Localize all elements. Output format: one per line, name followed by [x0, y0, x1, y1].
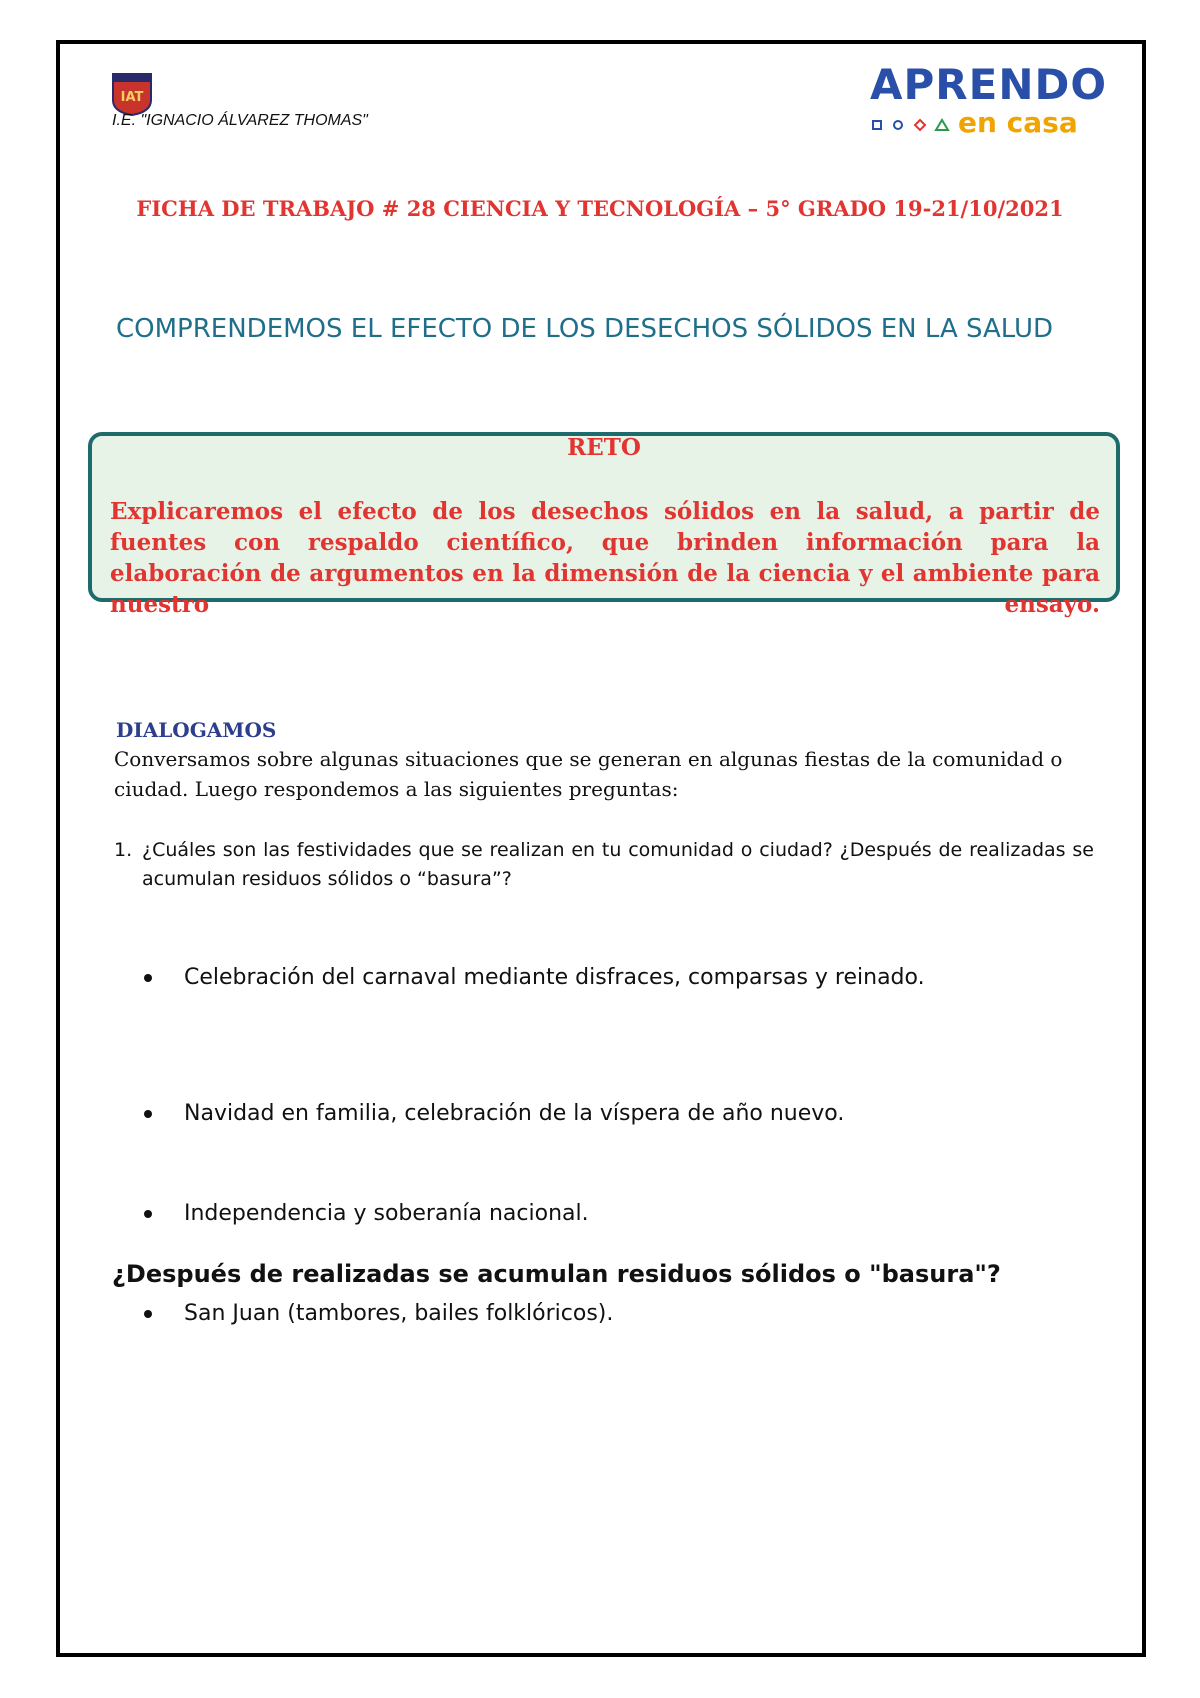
- school-crest-icon: [111, 70, 153, 116]
- dialogamos-label: DIALOGAMOS: [116, 718, 277, 742]
- question-number: 1.: [114, 839, 133, 861]
- list-item: Independencia y soberanía nacional.: [140, 1196, 1040, 1232]
- bullet-icon: [144, 974, 152, 982]
- dialogamos-text: Conversamos sobre algunas situaciones que se generan en algunas fiestas de la comunidad o ciudad. Luego respondemos a las siguientes preguntas:: [114, 747, 1063, 801]
- logo-en-casa-text: en casa: [958, 106, 1078, 139]
- reto-text: Explicaremos el efecto de los desechos sólidos en la salud, a partir de fuentes con respaldo científico, que brinden información para la elaboración de argumentos en la dimensión de la ciencia y el ambiente para nuestro ensayo.: [110, 498, 1100, 618]
- bullet-icon: [144, 1110, 152, 1118]
- list-item: Navidad en familia, celebración de la víspera de año nuevo.: [140, 1096, 1040, 1132]
- school-name: I.E. "IGNACIO ÁLVAREZ THOMAS": [112, 112, 368, 129]
- logo-aprendo-text: APRENDO: [870, 60, 1108, 109]
- reto-label: RETO: [567, 434, 641, 461]
- logo-shapes-icon: [872, 118, 952, 132]
- crest-letters: IAT: [120, 90, 144, 105]
- question-text: ¿Cuáles son las festividades que se realizan en tu comunidad o ciudad? ¿Después de realizadas se acumulan residuos sólidos o “basura”?: [142, 839, 1094, 890]
- worksheet-title: FICHA DE TRABAJO # 28 CIENCIA Y TECNOLOGÍA – 5° GRADO 19-21/10/2021: [136, 196, 1064, 221]
- bullet-icon: [144, 1310, 152, 1318]
- aprendo-en-casa-logo: [870, 60, 1108, 140]
- closing-question: ¿Después de realizadas se acumulan residuos sólidos o "basura"?: [112, 1260, 1001, 1288]
- bullet-icon: [144, 1210, 152, 1218]
- list-item: San Juan (tambores, bailes folklóricos).: [140, 1296, 1040, 1332]
- list-item: Celebración del carnaval mediante disfraces, comparsas y reinado.: [140, 960, 1040, 996]
- question-1: [114, 836, 1094, 894]
- main-heading: COMPRENDEMOS EL EFECTO DE LOS DESECHOS SÓLIDOS EN LA SALUD: [116, 314, 1054, 344]
